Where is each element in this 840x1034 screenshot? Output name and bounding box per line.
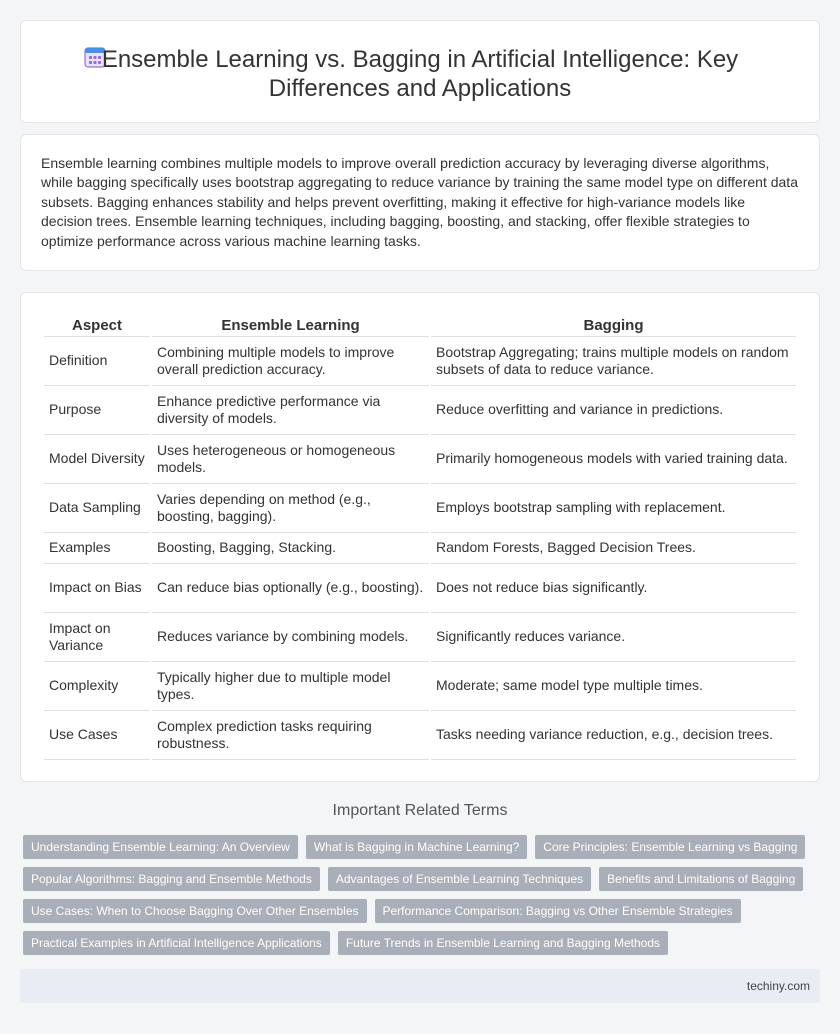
related-term-link[interactable]: Performance Comparison: Bagging vs Other Ensemble Strategies	[375, 899, 741, 923]
table-row	[44, 435, 796, 484]
row-bagging: Employs bootstrap sampling with replacement.	[431, 484, 796, 533]
row-bagging: Random Forests, Bagged Decision Trees.	[431, 533, 796, 564]
intro-paragraph: Ensemble learning combines multiple models to improve overall prediction accuracy by leveraging diverse algorithms, while bagging specifically uses bootstrap aggregating to reduce variance by training the same model type on different data subsets. Bagging enhances stability and helps prevent overfitting, making it effective for high-variance models like decision trees. Ensemble learning techniques, including bagging, boosting, and stacking, offer flexible strategies to optimize performance across various machine learning tasks.	[41, 155, 798, 249]
row-ensemble: Complex prediction tasks requiring robustness.	[152, 711, 429, 760]
related-term-link[interactable]: Core Principles: Ensemble Learning vs Bagging	[535, 835, 805, 859]
comparison-table-card	[20, 292, 820, 782]
related-term-link[interactable]: Practical Examples in Artificial Intelligence Applications	[23, 931, 330, 955]
table-row	[44, 613, 796, 662]
row-bagging: Significantly reduces variance.	[431, 613, 796, 662]
related-term-link[interactable]: Use Cases: When to Choose Bagging Over Other Ensembles	[23, 899, 367, 923]
row-aspect: Purpose	[44, 386, 150, 435]
header-aspect: Aspect	[44, 309, 150, 337]
row-aspect: Definition	[44, 337, 150, 386]
table-row	[44, 484, 796, 533]
related-term-link[interactable]: Understanding Ensemble Learning: An Overview	[23, 835, 298, 859]
table-row	[44, 564, 796, 613]
header-bagging: Bagging	[431, 309, 796, 337]
row-bagging: Moderate; same model type multiple times.	[431, 662, 796, 711]
row-ensemble: Typically higher due to multiple model types.	[152, 662, 429, 711]
row-bagging: Primarily homogeneous models with varied training data.	[431, 435, 796, 484]
related-term-link[interactable]: Future Trends in Ensemble Learning and Bagging Methods	[338, 931, 668, 955]
comparison-table	[42, 309, 798, 760]
row-ensemble: Enhance predictive performance via diversity of models.	[152, 386, 429, 435]
row-aspect: Complexity	[44, 662, 150, 711]
related-term-link[interactable]: Popular Algorithms: Bagging and Ensemble Methods	[23, 867, 320, 891]
table-row	[44, 662, 796, 711]
row-bagging: Tasks needing variance reduction, e.g., decision trees.	[431, 711, 796, 760]
row-ensemble: Varies depending on method (e.g., boosting, bagging).	[152, 484, 429, 533]
table-row	[44, 711, 796, 760]
table-row	[44, 337, 796, 386]
table-row	[44, 386, 796, 435]
row-aspect: Examples	[44, 533, 150, 564]
row-aspect: Impact on Bias	[44, 564, 150, 613]
row-ensemble: Can reduce bias optionally (e.g., boosting).	[152, 564, 429, 613]
footer	[20, 969, 820, 1003]
row-aspect: Model Diversity	[44, 435, 150, 484]
row-aspect: Impact on Variance	[44, 613, 150, 662]
footer-site-link[interactable]: techiny.com	[746, 979, 810, 993]
related-term-link[interactable]: Benefits and Limitations of Bagging	[599, 867, 803, 891]
row-ensemble: Reduces variance by combining models.	[152, 613, 429, 662]
table-row	[44, 533, 796, 564]
row-aspect: Data Sampling	[44, 484, 150, 533]
row-bagging: Does not reduce bias significantly.	[431, 564, 796, 613]
row-aspect: Use Cases	[44, 711, 150, 760]
row-bagging: Bootstrap Aggregating; trains multiple models on random subsets of data to reduce variance.	[431, 337, 796, 386]
row-ensemble: Uses heterogeneous or homogeneous models.	[152, 435, 429, 484]
related-terms-heading: Important Related Terms	[332, 802, 508, 819]
header-card	[20, 20, 820, 123]
row-ensemble: Combining multiple models to improve overall prediction accuracy.	[152, 337, 429, 386]
related-terms-list	[23, 835, 823, 955]
page-title: Ensemble Learning vs. Bagging in Artificial Intelligence: Key Differences and Applications	[101, 46, 739, 102]
row-bagging: Reduce overfitting and variance in predictions.	[431, 386, 796, 435]
row-ensemble: Boosting, Bagging, Stacking.	[152, 533, 429, 564]
header-ensemble-learning: Ensemble Learning	[152, 309, 429, 337]
related-term-link[interactable]: Advantages of Ensemble Learning Techniques	[328, 867, 591, 891]
intro-card	[20, 134, 820, 271]
related-term-link[interactable]: What is Bagging in Machine Learning?	[306, 835, 527, 859]
table-header-row	[44, 309, 796, 337]
